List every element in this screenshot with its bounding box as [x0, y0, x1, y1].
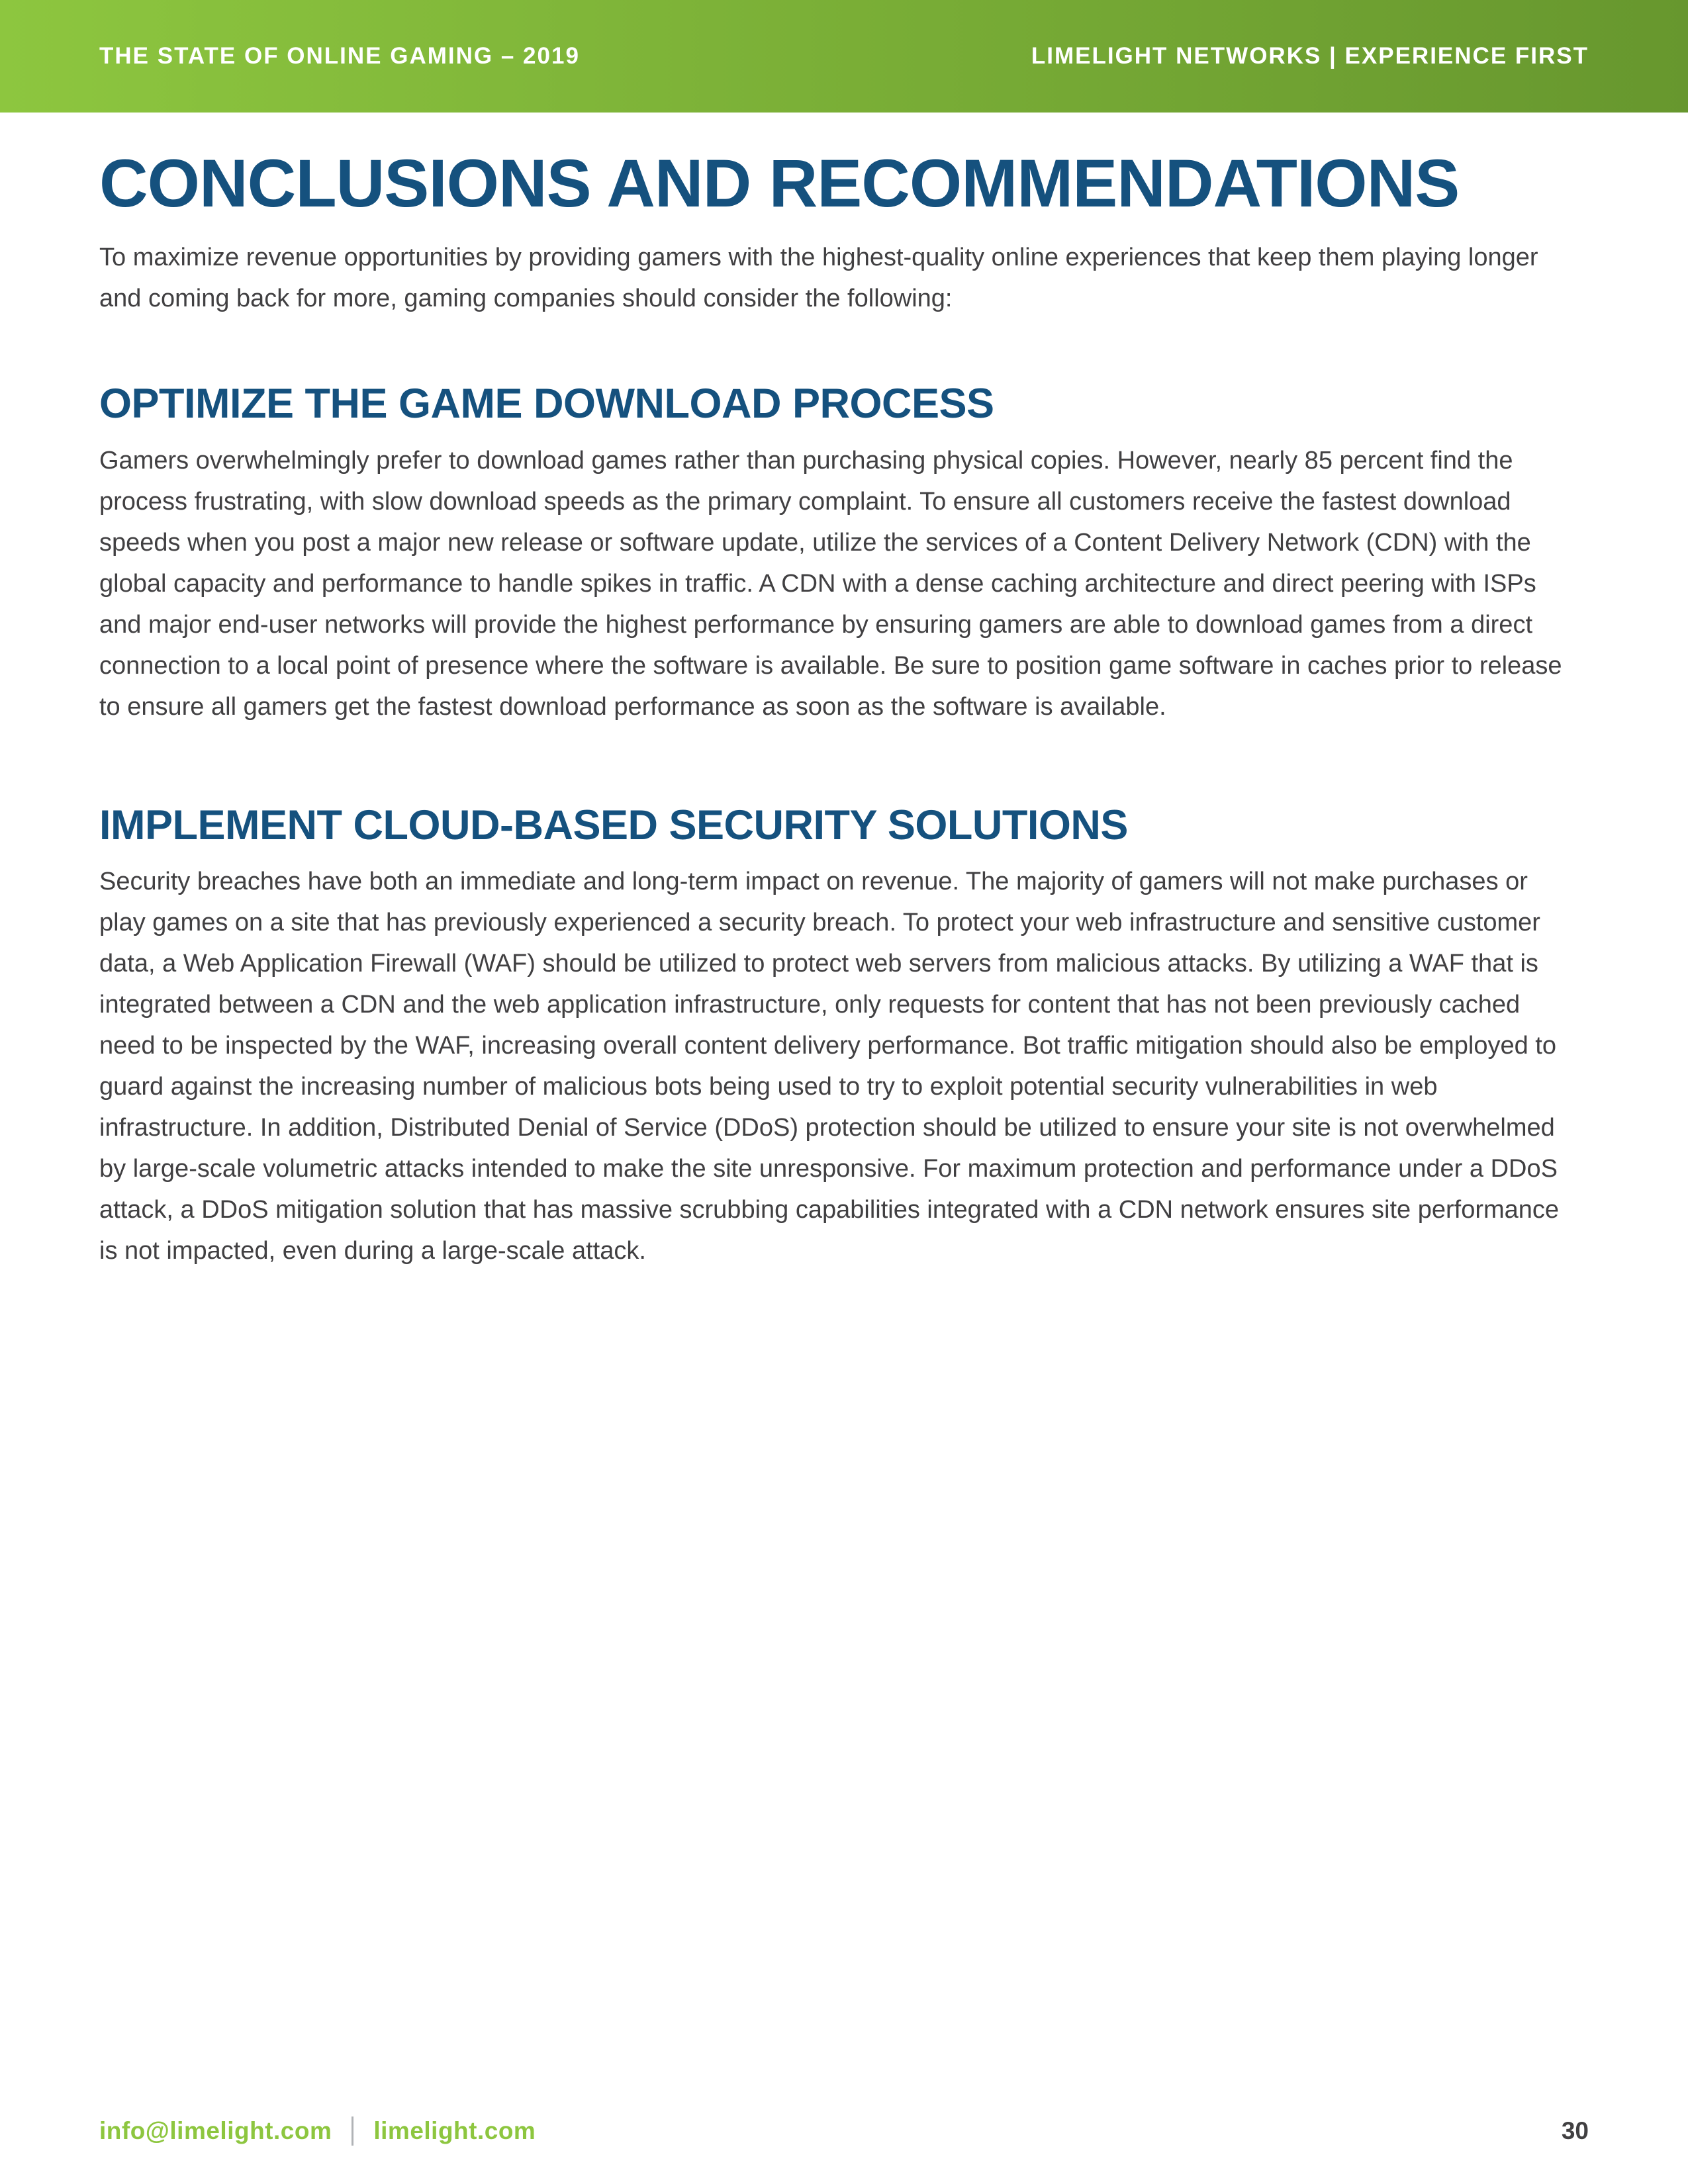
header-report-title: THE STATE OF ONLINE GAMING – 2019 [99, 43, 580, 69]
section-heading-cloud-security: IMPLEMENT CLOUD-BASED SECURITY SOLUTIONS [99, 801, 1128, 848]
page-number: 30 [1561, 2117, 1589, 2144]
header-brand-tagline: LIMELIGHT NETWORKS | EXPERIENCE FIRST [1031, 43, 1589, 69]
section-cloud-security [99, 801, 1589, 1271]
section-body-cloud-security: Security breaches have both an immediate and long-term impact on revenue. The majority of gamers will not make purchases or play games on a site that has previously experienced a security breach. To protect your web infrastructure and sensitive customer data, a Web Application Firewall (WAF) should be utilized to protect web servers from malicious attacks. By utilizing a WAF that is integrated between a CDN and the web application infrastructure, only requests for content that has not been previously cached need to be inspected by the WAF, increasing overall content delivery performance. Bot traffic mitigation should also be employed to guard against the increasing number of malicious bots being used to try to exploit potential security vulnerabilities in web infrastructure. In addition, Distributed Denial of Service (DDoS) protection should be utilized to ensure your site is not overwhelmed by large-scale volumetric attacks intended to make the site unresponsive. For maximum protection and performance under a DDoS attack, a DDoS mitigation solution that has massive scrubbing capabilities integrated with a CDN network ensures site performance is not impacted, even during a large-scale attack. [99, 868, 1560, 1265]
section-optimize-download [99, 380, 1589, 727]
footer-links [99, 2116, 536, 2146]
page-title: CONCLUSIONS AND RECOMMENDATIONS [99, 146, 1460, 221]
footer-website-link[interactable]: limelight.com [373, 2117, 536, 2144]
page-header-bar [0, 0, 1688, 113]
intro-paragraph: To maximize revenue opportunities by providing gamers with the highest-quality online experiences that keep them playing longer and coming back for more, gaming companies should consider the following: [99, 244, 1538, 313]
section-heading-optimize-download: OPTIMIZE THE GAME DOWNLOAD PROCESS [99, 381, 994, 428]
footer-divider [352, 2116, 353, 2146]
footer-email-link[interactable]: info@limelight.com [99, 2117, 332, 2144]
section-body-optimize-download: Gamers overwhelmingly prefer to download games rather than purchasing physical copies. However, nearly 85 percent find the process frustrating, with slow download speeds as the primary complaint. To ensure all customers receive the fastest download speeds when you post a major new release or software update, utilize the services of a Content Delivery Network (CDN) with the global capacity and performance to handle spikes in traffic. A CDN with a dense caching architecture and direct peering with ISPs and major end-user networks will provide the highest performance by ensuring gamers are able to download games from a direct connection to a local point of presence where the software is available. Be sure to position game software in caches prior to release to ensure all gamers get the fastest download performance as soon as the software is available. [99, 446, 1562, 721]
page-footer [99, 2116, 1589, 2146]
page-content [0, 147, 1688, 1271]
